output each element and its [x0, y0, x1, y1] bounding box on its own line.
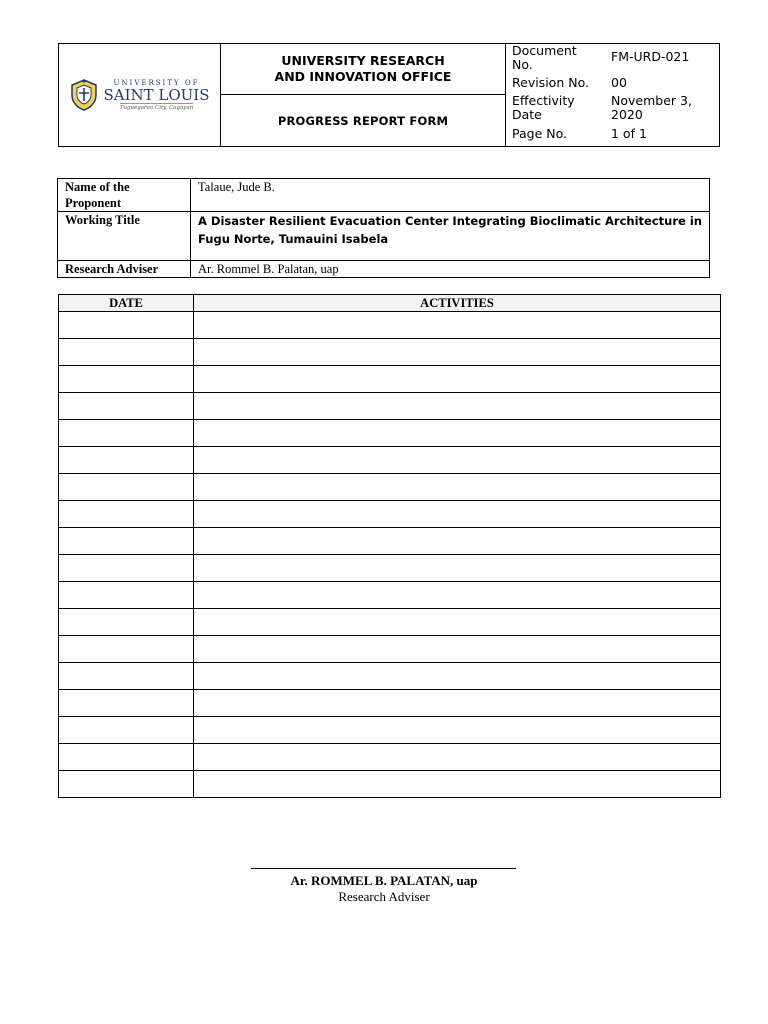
- activity-cell[interactable]: [194, 393, 721, 420]
- logo-cell: [59, 44, 221, 146]
- signatory-role: Research Adviser: [338, 889, 430, 904]
- logo-name-text: SAINT LOUIS: [103, 86, 210, 104]
- date-cell[interactable]: [59, 339, 194, 366]
- activities-column-header: ACTIVITIES: [194, 295, 721, 312]
- table-row: [59, 312, 721, 339]
- date-cell[interactable]: [59, 663, 194, 690]
- activity-cell[interactable]: [194, 312, 721, 339]
- meta-label: Revision No.: [512, 75, 589, 90]
- activity-cell[interactable]: [194, 744, 721, 771]
- date-cell[interactable]: [59, 690, 194, 717]
- logo-location-text: Tuguegarao City, Cagayan: [119, 105, 194, 111]
- document-meta: [506, 44, 719, 146]
- logo-wordmark: [103, 79, 209, 111]
- meta-document-no: [512, 44, 719, 72]
- activity-cell[interactable]: [194, 420, 721, 447]
- table-row: [59, 636, 721, 663]
- date-cell[interactable]: [59, 447, 194, 474]
- table-row: [59, 717, 721, 744]
- activity-cell[interactable]: [194, 636, 721, 663]
- activity-cell[interactable]: [194, 366, 721, 393]
- office-cell: [221, 44, 506, 146]
- date-cell[interactable]: [59, 312, 194, 339]
- date-column-header: DATE: [59, 295, 194, 312]
- activity-cell[interactable]: [194, 501, 721, 528]
- date-cell[interactable]: [59, 582, 194, 609]
- activity-cell[interactable]: [194, 555, 721, 582]
- table-row: [59, 474, 721, 501]
- adviser-value[interactable]: Ar. Rommel B. Palatan, uap: [191, 261, 710, 278]
- meta-value: 1 of 1: [611, 126, 647, 141]
- signatory-name: Ar. ROMMEL B. PALATAN, uap: [290, 873, 478, 888]
- office-name: UNIVERSITY RESEARCH AND INNOVATION OFFICE: [221, 44, 505, 95]
- meta-label: Effectivity Date: [512, 93, 575, 122]
- meta-effectivity-date: [512, 94, 719, 122]
- form-title: PROGRESS REPORT FORM: [277, 113, 449, 128]
- meta-label: Page No.: [512, 126, 567, 141]
- proponent-info-table: [57, 178, 710, 278]
- table-row: [59, 609, 721, 636]
- date-cell[interactable]: [59, 501, 194, 528]
- table-row: [59, 420, 721, 447]
- table-row: [59, 582, 721, 609]
- activity-cell[interactable]: [194, 771, 721, 798]
- date-cell[interactable]: [59, 636, 194, 663]
- activity-cell[interactable]: [194, 609, 721, 636]
- log-header-row: [59, 295, 721, 312]
- university-logo: [69, 78, 209, 112]
- table-row: [59, 528, 721, 555]
- meta-value: November 3, 2020: [611, 93, 692, 122]
- meta-value: 00: [611, 75, 627, 90]
- table-row: [59, 501, 721, 528]
- activity-cell[interactable]: [194, 717, 721, 744]
- table-row: [59, 393, 721, 420]
- working-title-row: [58, 212, 710, 261]
- date-cell[interactable]: [59, 771, 194, 798]
- meta-label: Document No.: [512, 43, 577, 72]
- adviser-label: Research Adviser: [58, 261, 191, 278]
- date-cell[interactable]: [59, 366, 194, 393]
- university-seal-icon: [69, 78, 99, 112]
- activity-cell[interactable]: [194, 339, 721, 366]
- date-cell[interactable]: [59, 528, 194, 555]
- activity-cell[interactable]: [194, 663, 721, 690]
- activity-cell[interactable]: [194, 690, 721, 717]
- activity-cell[interactable]: [194, 582, 721, 609]
- date-cell[interactable]: [59, 609, 194, 636]
- working-title-value[interactable]: A Disaster Resilient Evacuation Center Integrating Bioclimatic Architecture in Fugu Norte, Tumauini Isabela: [191, 212, 710, 261]
- table-row: [59, 366, 721, 393]
- meta-value: FM-URD-021: [611, 49, 690, 64]
- date-cell[interactable]: [59, 555, 194, 582]
- signature-line: [251, 868, 516, 869]
- date-cell[interactable]: [59, 420, 194, 447]
- activity-cell[interactable]: [194, 474, 721, 501]
- form-header: [58, 43, 720, 147]
- logo-univ-text: UNIVERSITY OF: [113, 79, 200, 87]
- table-row: [59, 663, 721, 690]
- table-row: [59, 447, 721, 474]
- meta-page-no: [512, 127, 719, 141]
- date-cell[interactable]: [59, 744, 194, 771]
- table-row: [59, 555, 721, 582]
- activity-cell[interactable]: [194, 447, 721, 474]
- activity-cell[interactable]: [194, 528, 721, 555]
- adviser-row: [58, 261, 710, 278]
- activity-log-table: [58, 294, 721, 798]
- proponent-label: Name of the Proponent: [58, 179, 191, 212]
- date-cell[interactable]: [59, 393, 194, 420]
- date-cell[interactable]: [59, 717, 194, 744]
- table-row: [59, 339, 721, 366]
- proponent-value[interactable]: Talaue, Jude B.: [191, 179, 710, 212]
- date-cell[interactable]: [59, 474, 194, 501]
- table-row: [59, 690, 721, 717]
- working-title-label: Working Title: [58, 212, 191, 261]
- table-row: [59, 771, 721, 798]
- proponent-row: [58, 179, 710, 212]
- meta-revision-no: [512, 76, 719, 90]
- table-row: [59, 744, 721, 771]
